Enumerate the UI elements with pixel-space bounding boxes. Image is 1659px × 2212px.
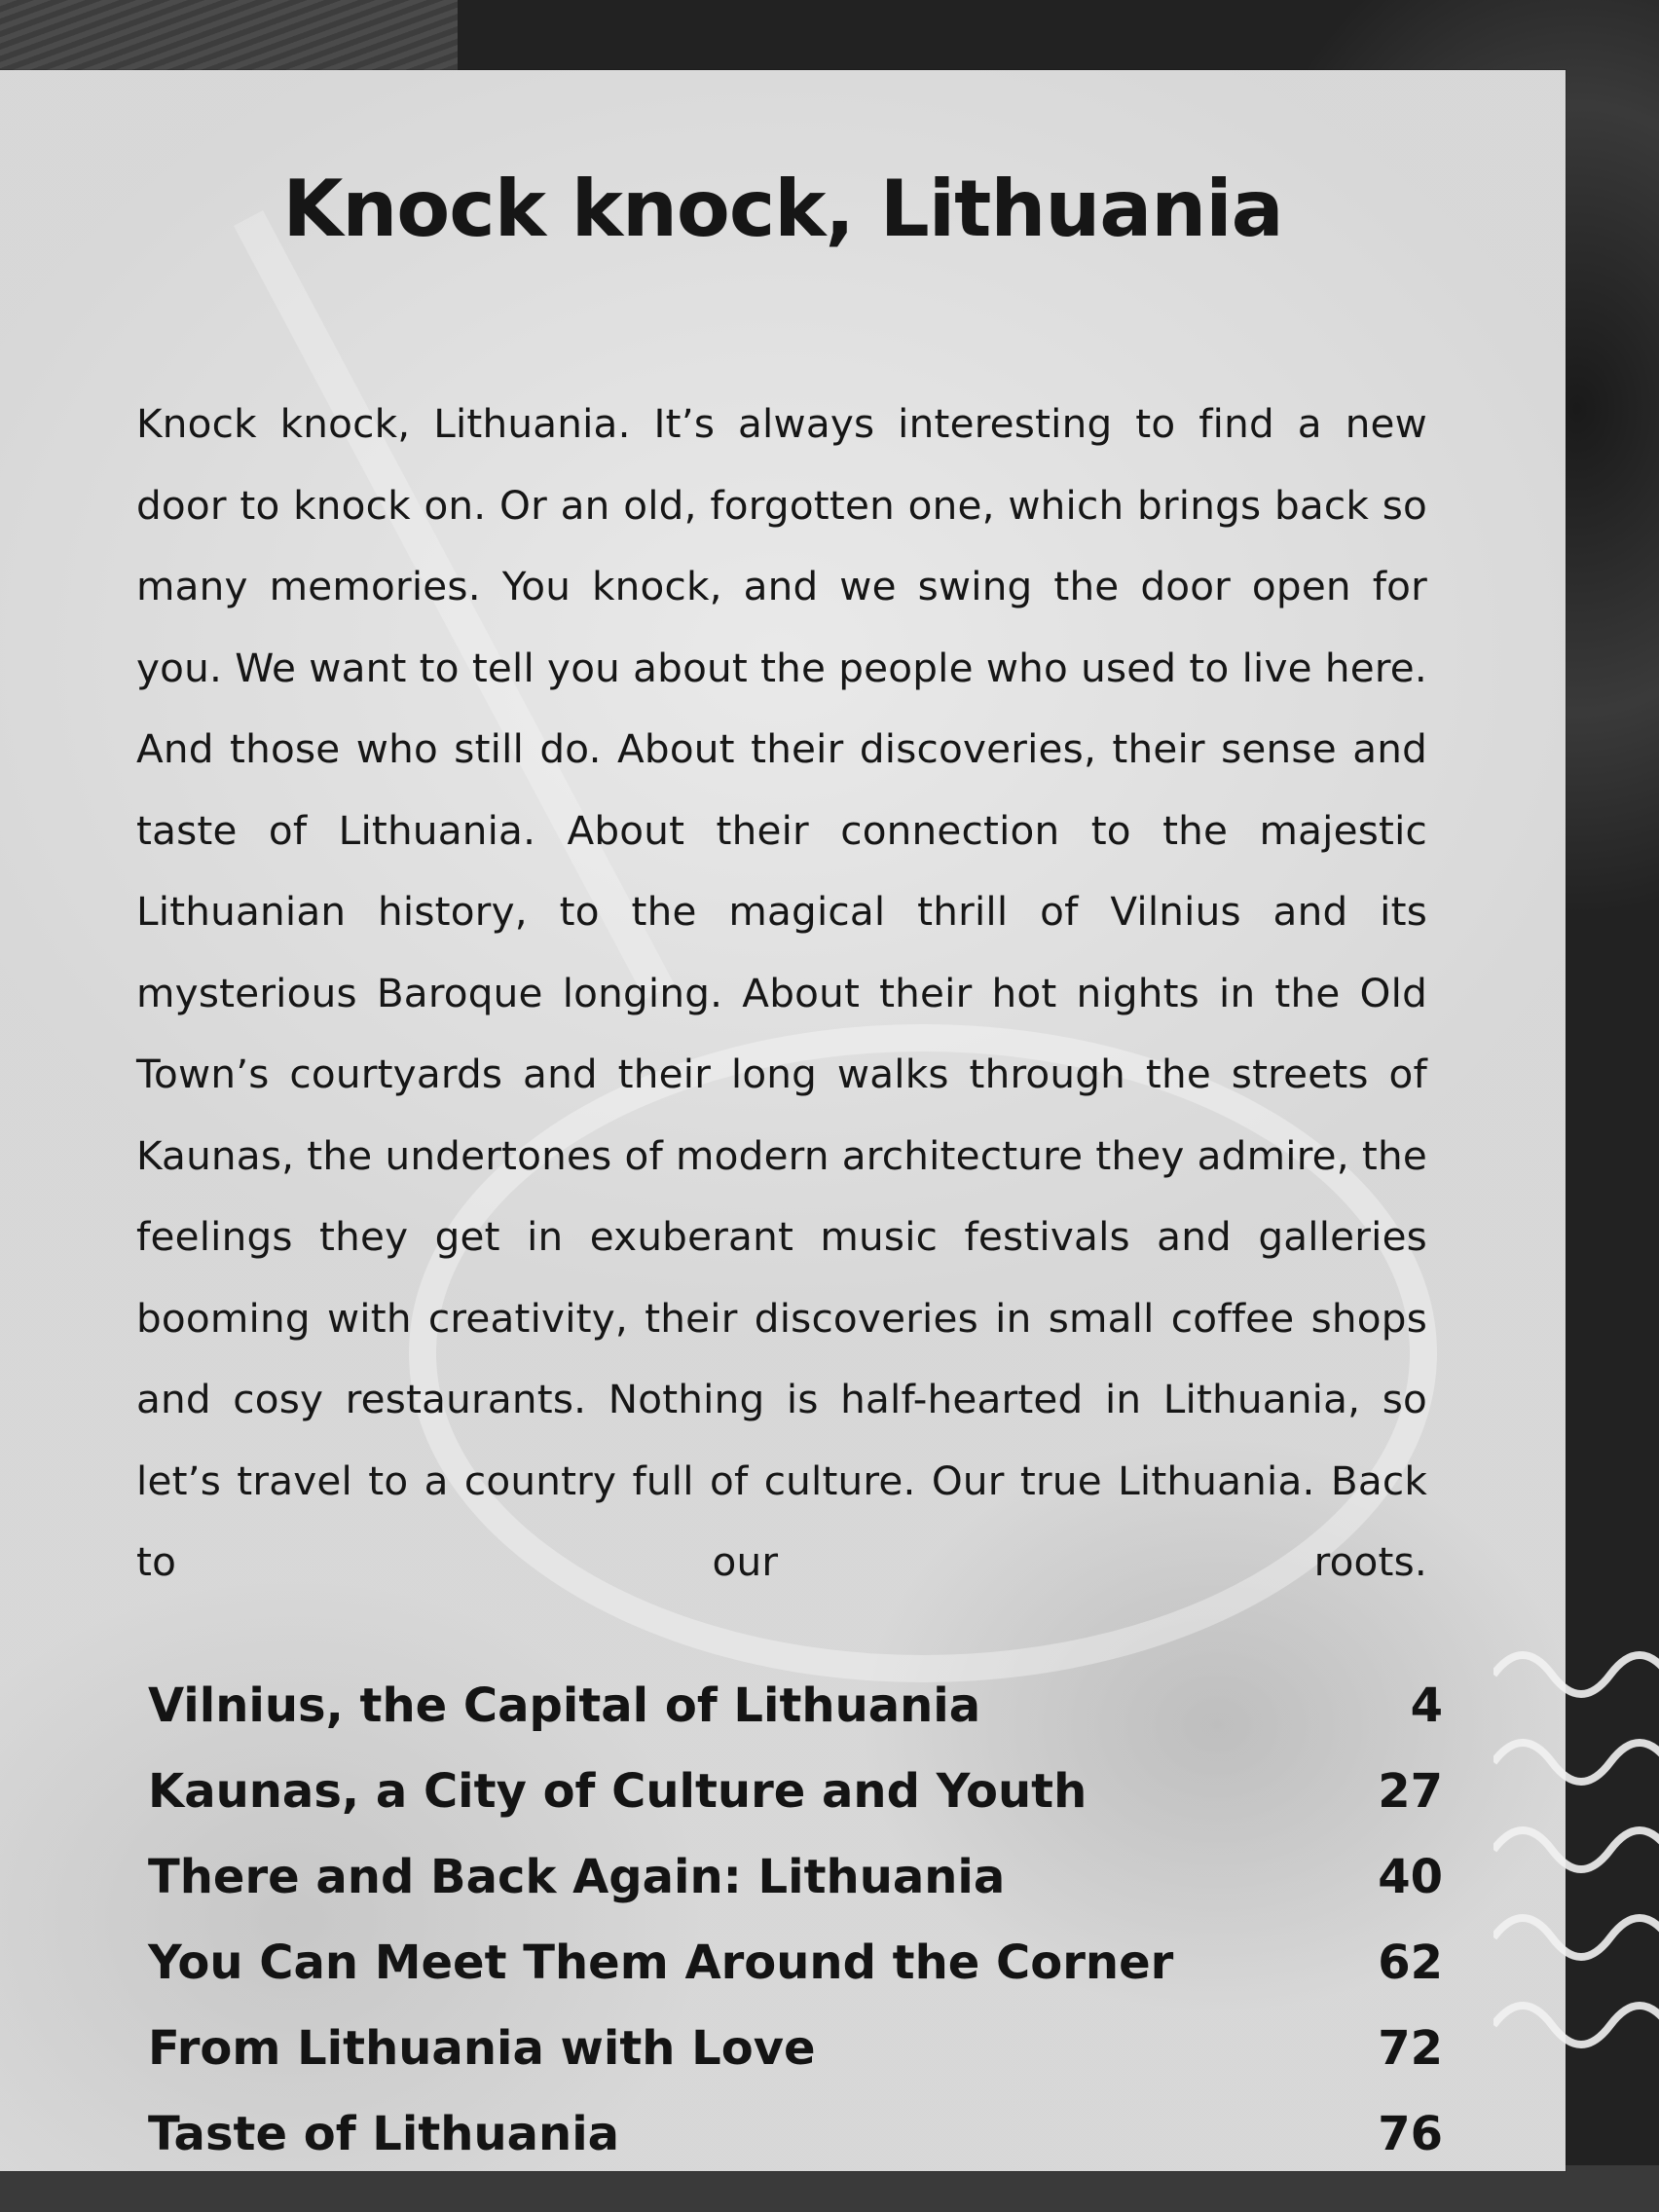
page-title: Knock knock, Lithuania xyxy=(282,164,1283,254)
toc-entry[interactable] xyxy=(148,1764,1443,1850)
toc-entry-title: There and Back Again: Lithuania xyxy=(148,1850,1006,1904)
toc-entry-page: 62 xyxy=(1378,1936,1443,1990)
page-panel xyxy=(0,70,1566,2171)
toc-entry-page: 4 xyxy=(1410,1678,1443,1733)
table-of-contents xyxy=(148,1678,1443,2193)
toc-entry-title: Taste of Lithuania xyxy=(148,2107,620,2161)
toc-entry-page: 27 xyxy=(1378,1764,1443,1819)
toc-entry[interactable] xyxy=(148,1936,1443,2021)
toc-entry[interactable] xyxy=(148,1678,1443,1764)
toc-entry-page: 76 xyxy=(1378,2107,1443,2161)
toc-entry-title: From Lithuania with Love xyxy=(148,2021,816,2076)
toc-entry-title: Vilnius, the Capital of Lithuania xyxy=(148,1678,981,1733)
background-roof-texture xyxy=(0,0,458,78)
intro-paragraph: Knock knock, Lithuania. It’s always interesting to find a new door to knock on. Or an old, forgotten one, which brings back so many memories. You knock, and we swing the door open for you. We want to tell you about the people who used to live here. And those who still do. About their discoveries, their sense and taste of Lithuania. About their connection to the majestic Lithuanian history, to the magical thrill of Vilnius and its mysterious Baroque longing. About their hot nights in the Old Town’s courtyards and their long walks through the streets of Kaunas, the undertones of modern architecture they admire, the feelings they get in exuberant music festivals and galleries booming with creativity, their discoveries in small coffee shops and cosy restaurants. Nothing is half-hearted in Lithuania, so let’s travel to a country full of culture. Our true Lithuania. Back to our roots. xyxy=(136,400,1427,1585)
toc-entry[interactable] xyxy=(148,2107,1443,2193)
toc-entry-page: 72 xyxy=(1378,2021,1443,2076)
toc-entry-title: Kaunas, a City of Culture and Youth xyxy=(148,1764,1088,1819)
decorative-wave-lines xyxy=(1493,1616,1659,2161)
toc-entry-title: You Can Meet Them Around the Corner xyxy=(148,1936,1174,1990)
toc-entry[interactable] xyxy=(148,2021,1443,2107)
toc-entry-page: 40 xyxy=(1378,1850,1443,1904)
toc-entry[interactable] xyxy=(148,1850,1443,1936)
